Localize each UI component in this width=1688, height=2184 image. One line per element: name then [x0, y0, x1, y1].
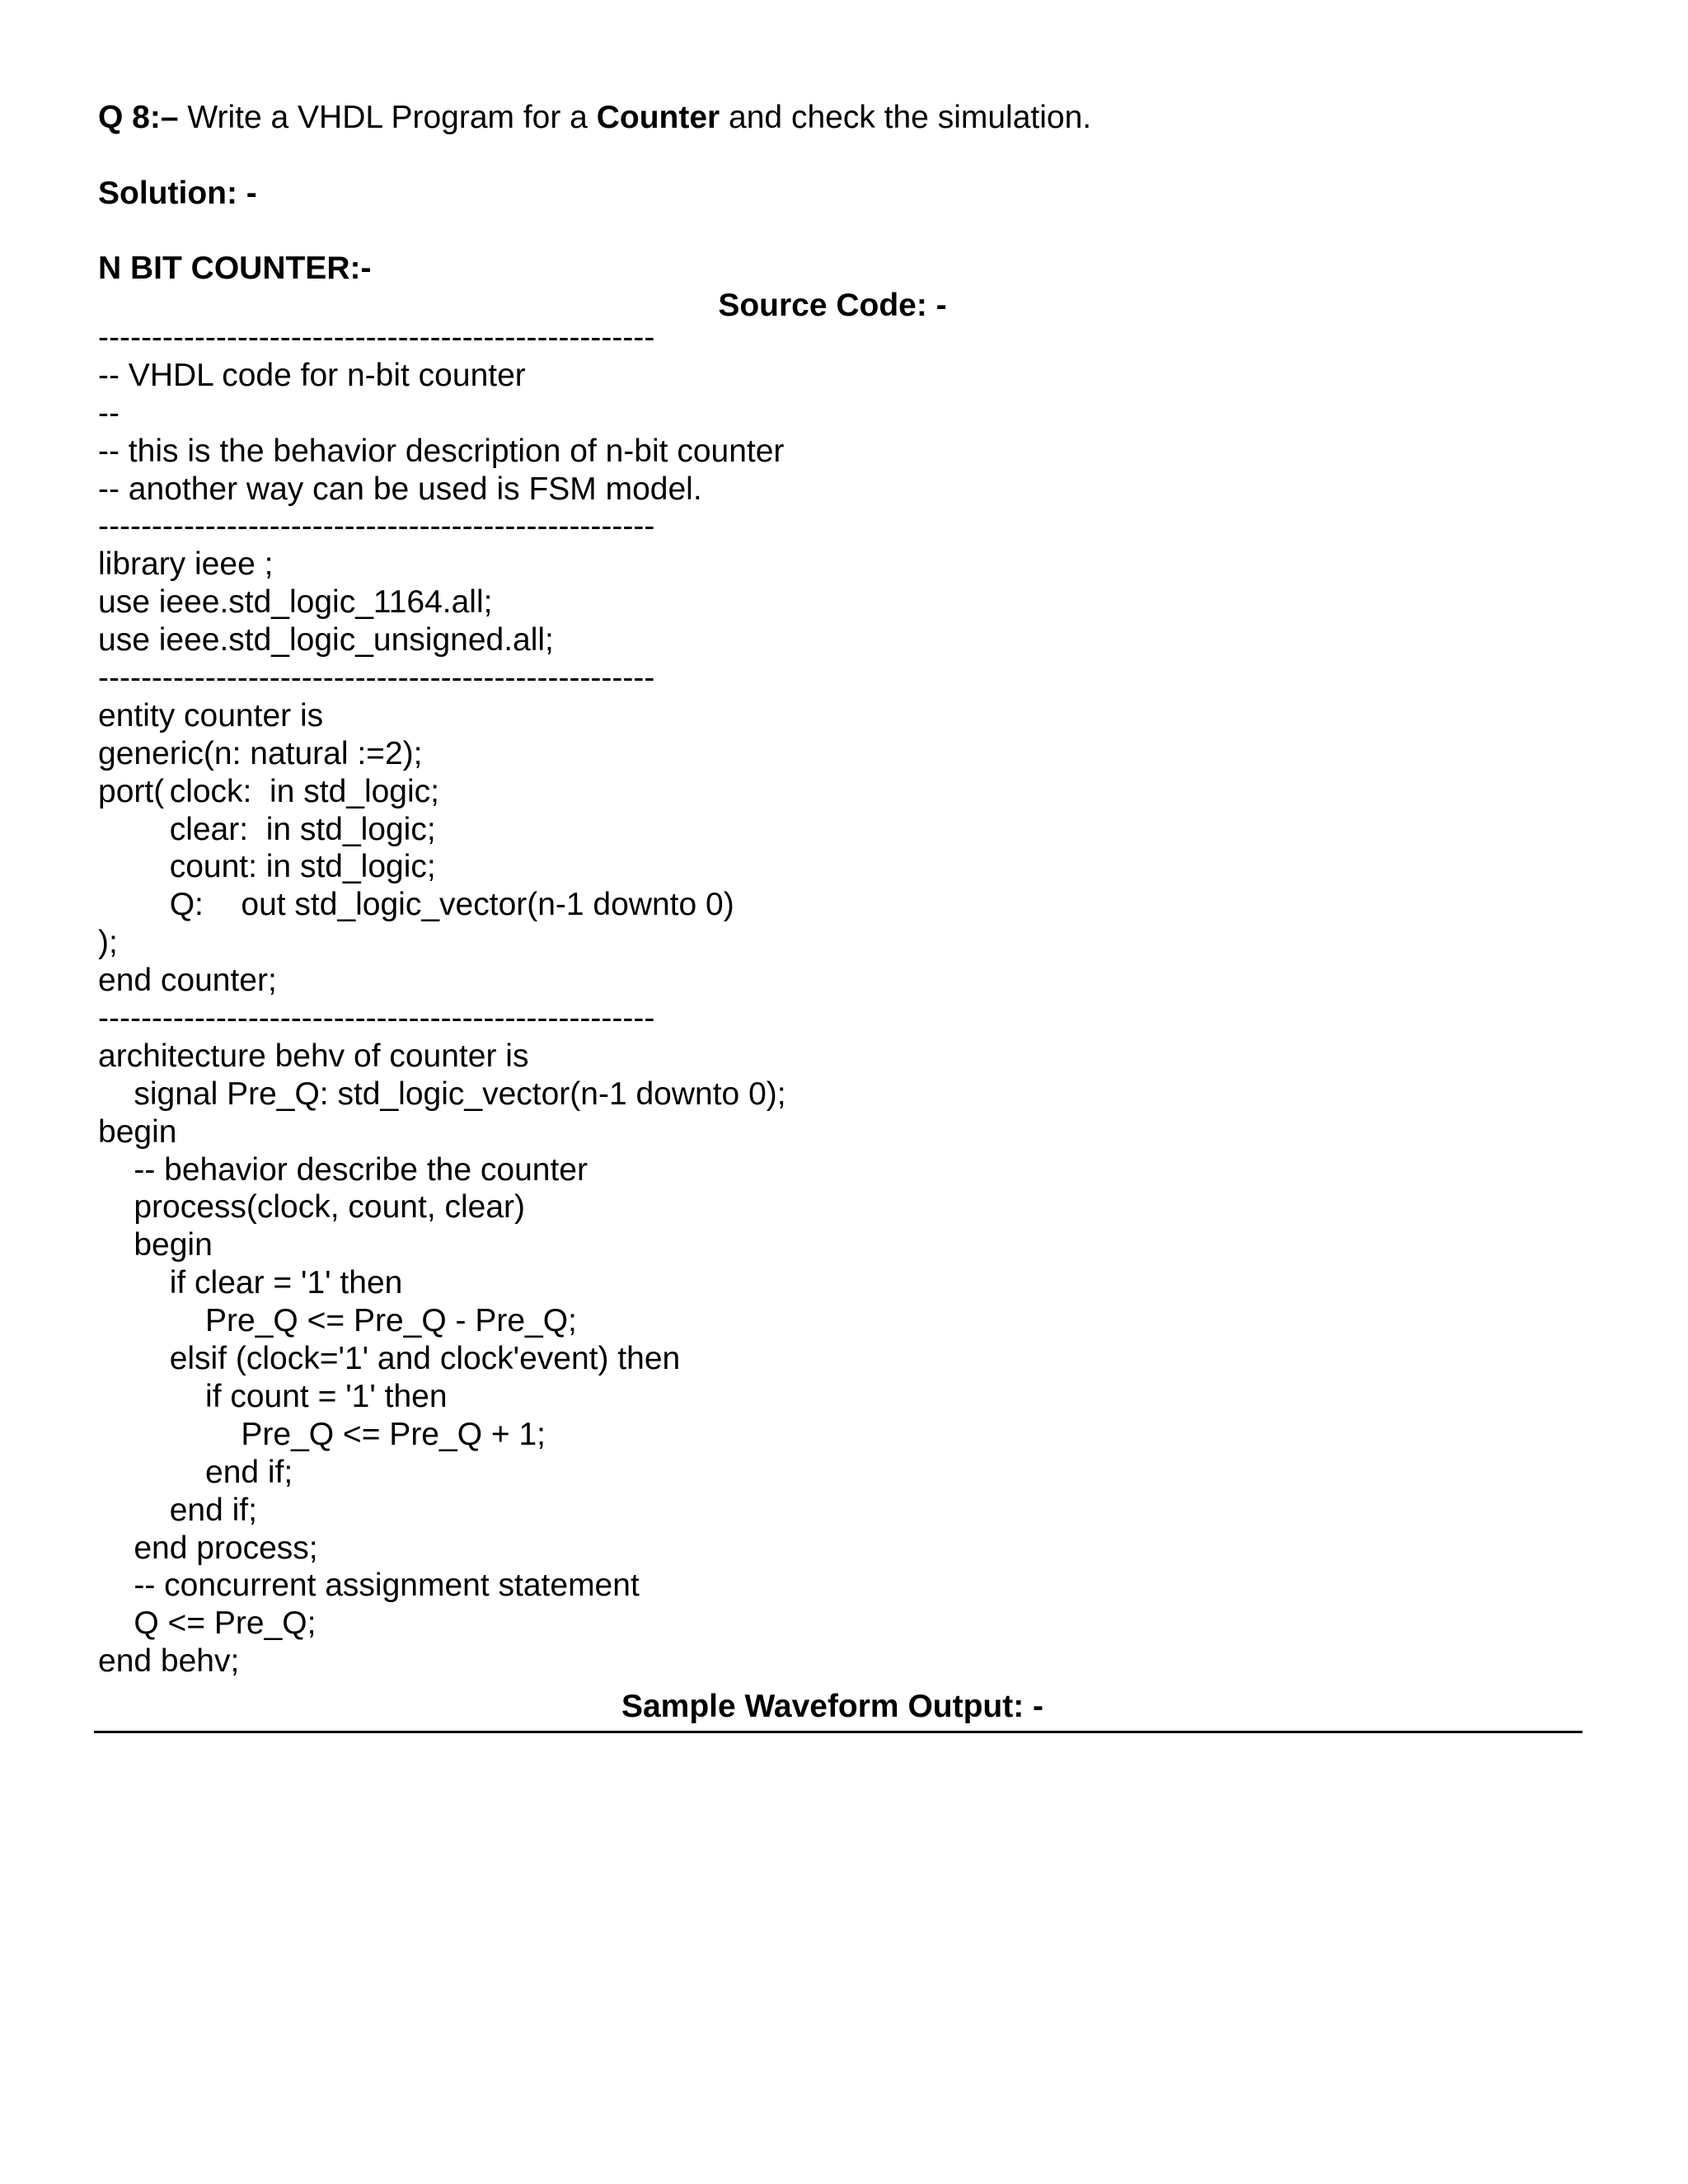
code-line: port( clock: in std_logic; [98, 773, 439, 809]
code-line: Pre_Q <= Pre_Q + 1; [98, 1416, 546, 1452]
code-line: end if; [98, 1492, 257, 1528]
code-line: signal Pre_Q: std_logic_vector(n-1 downto 0); [98, 1076, 786, 1112]
code-line: count: in std_logic; [98, 849, 436, 885]
code-line: -- another way can be used is FSM model. [98, 471, 702, 507]
code-line: ---------------------------------------------------- [98, 1001, 655, 1037]
code-line: end process; [98, 1530, 318, 1566]
code-line: begin [98, 1113, 177, 1150]
question-bold-word: Counter [596, 100, 720, 135]
code-line: Pre_Q <= Pre_Q - Pre_Q; [98, 1303, 577, 1339]
code-line: process(clock, count, clear) [98, 1189, 526, 1226]
code-line: use ieee.std_logic_unsigned.all; [98, 622, 554, 658]
code-line: if count = '1' then [98, 1378, 448, 1414]
code-line: -- this is the behavior description of n-bit counter [98, 433, 785, 469]
code-line: ---------------------------------------------------- [98, 320, 655, 355]
code-line: end behv; [98, 1643, 240, 1680]
question-text-after: and check the simulation. [720, 100, 1092, 135]
code-line: use ieee.std_logic_1164.all; [98, 584, 493, 621]
code-line: end if; [98, 1454, 293, 1490]
code-line: entity counter is [98, 697, 324, 733]
code-line: generic(n: natural :=2); [98, 735, 423, 771]
code-line: library ieee ; [98, 546, 274, 583]
code-line: end counter; [98, 963, 277, 999]
source-code-block [98, 319, 786, 1680]
question-line [98, 94, 1091, 142]
code-line: if clear = '1' then [98, 1265, 403, 1301]
code-line: ); [98, 925, 118, 961]
question-label: Q 8:– [98, 100, 179, 135]
code-line: -- VHDL code for n-bit counter [98, 357, 526, 393]
source-code-heading: Source Code: - [718, 288, 947, 323]
question-text-before: Write a VHDL Program for a [178, 100, 597, 135]
code-line: ---------------------------------------------------- [98, 509, 655, 545]
waveform-output-heading: Sample Waveform Output: - [621, 1689, 1044, 1724]
horizontal-rule [94, 1731, 1582, 1733]
code-line: Q <= Pre_Q; [98, 1605, 316, 1642]
code-line: -- behavior describe the counter [98, 1151, 588, 1188]
solution-label: Solution: - [98, 176, 257, 211]
code-line: elsif (clock='1' and clock'event) then [98, 1341, 681, 1377]
code-line: Q: out std_logic_vector(n-1 downto 0) [98, 887, 734, 923]
code-line: -- concurrent assignment statement [98, 1568, 640, 1604]
code-line: architecture behv of counter is [98, 1038, 529, 1074]
code-line: clear: in std_logic; [98, 811, 436, 847]
code-line: begin [98, 1227, 213, 1263]
code-line: ---------------------------------------------------- [98, 660, 655, 696]
code-line: -- [98, 395, 120, 431]
section-title: N BIT COUNTER:- [98, 251, 372, 286]
